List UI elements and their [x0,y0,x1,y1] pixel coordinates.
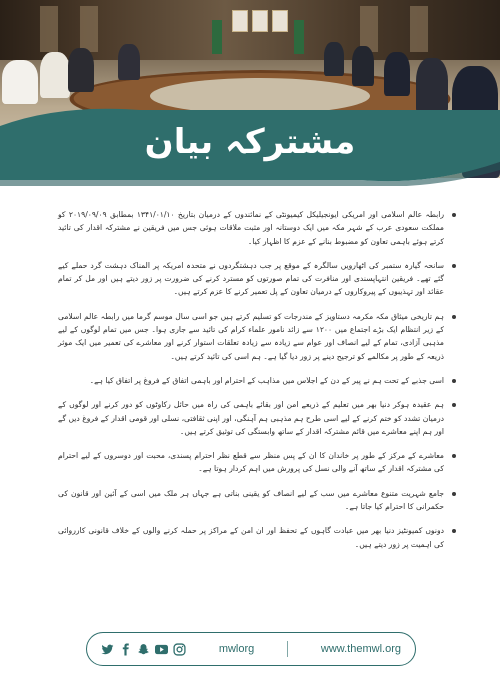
bullet-icon [452,264,456,268]
bullet-icon [452,529,456,533]
twitter-icon[interactable] [101,643,114,656]
statement-body [58,208,456,562]
statement-item [58,374,456,387]
statement-text: رابطہ عالم اسلامی اور امریکی ایونجیلیکل کیمیونٹی کے نمائندوں کے درمیان بتاریخ ۱۳۴۱/۰۱/۱۰ بمطابق ۲۰۱۹/۰۹/۰۹ کو مملکت سعودی عرب کے شہر مکہ میں ایک دوستانہ اور مثبت ملاقات ہوئی جس میں فریقین نے مشترکہ اقدار کی تائید کرتے ہوئے باہمی تعاون کو مضبوط بنانے کے عزم کا اظہار کیا۔ [58,210,445,246]
page-title: مشترکہ بیان [144,122,356,162]
bullet-icon [452,213,456,217]
website-link[interactable]: www.themwl.org [320,643,401,655]
facebook-icon[interactable] [119,643,132,656]
snapchat-icon[interactable] [137,643,150,656]
statement-text: جامع شہریت متنوع معاشرے میں سب کے لیے انصاف کو یقینی بناتی ہے جہاں ہر ملک میں اسی کے آئین اور قانون کی حکمرانی کا احترام کیا جاتا ہے۔ [58,488,444,512]
statement-item [58,524,456,551]
bullet-icon [452,315,456,319]
youtube-icon[interactable] [155,643,168,656]
social-handle[interactable]: mwlorg [218,643,255,655]
instagram-icon[interactable] [173,643,186,656]
bullet-icon [452,492,456,496]
social-icons [101,643,186,656]
statement-item [58,398,456,438]
statement-item [58,208,456,248]
footer-divider [287,641,288,657]
statement-item [58,449,456,476]
bullet-icon [452,379,456,383]
statement-text: دونوں کمیونٹیز دنیا بھر میں عبادت گاہوں کے تحفظ اور ان امن کے مراکز پر حملہ کرنے والوں کے خلاف قانونی کارروائی کی اہمیت پر زور دیتے ہیں۔ [58,526,444,549]
statement-text: ہم تاریخی میثاق مکہ مکرمہ دستاویز کے مندرجات کو تسلیم کرتے ہیں جو اسی سال موسم گرما میں رابطہ عالم اسلامی کے زیر انتظام ایک بڑے اجتماع میں ۱۲۰۰ سے زائد نامور علماء کرام کی تائید سے جاری ہوا۔ جس میں تمام لوگوں کے لیے مذہبی آزادی، تمام کے لیے انصاف اور عوام سے زیادہ سے زیادہ تعلقات استوار کرنے اور معاشرے کی تعمیر میں ایک موثر ذریعہ کے طور پر مکالمے کو ترجیح دینے پر زور دیا گیا ہے۔ ہم اسی کی تائید کرتے ہیں۔ [58,311,444,361]
statement-text: ہم عقیدہ ہوکر دنیا بھر میں تعلیم کے ذریعے امن اور بقائے باہمی کی راہ میں حائل رکاوٹوں کو دور کرنے اور لوگوں کے درمیان تشدد کو ختم کرنے کے لیے اسی طرح ہم مذہبی ہم آہنگی، اور اپنی ثقافتی، نسلی اور قومی اقدار کے فروغ دیں گے اور ہم اپنے معاشرے میں قائم مشترکہ اقدار کے ساتھ وابستگی کی توثیق کرتے ہیں۔ [58,400,444,436]
statement-text: معاشرے کے مرکز کے طور پر خاندان کا ان کے پس منظر سے قطع نظر احترام پسندی، محبت اور دوسروں کے لیے احترام کی مشترکہ اقدار کے ساتھ آنے والی نسل کی پرورش میں اہم کردار ہوتا ہے۔ [58,451,444,474]
statement-item [58,487,456,514]
statement-text: سانحہ گیارہ ستمبر کی اٹھارویں سالگرہ کے موقع پر جب دہشتگردوں نے متحدہ امریکہ پر المناک دہشت گرد حملے کیے گئے تھے۔ فریقین انتہاپسندی اور منافرت کی تمام صورتوں کو مسترد کرنے کی ضرورت پر زور دیتے ہیں اور مل کر تمام عقائد اور تہذیبوں کے پیروکاروں کے درمیان تعاون کے پل تعمیر کرنے کا عزم کرتے ہیں۔ [58,260,444,297]
bullet-icon [452,403,456,407]
statement-item [58,259,456,299]
bullet-icon [452,454,456,458]
statement-text: اسی جذبے کے تحت ہم نے پیر کے دن کے اجلاس میں مذاہب کے احترام اور باہمی اتفاق کے فروغ پر اتفاق کیا ہے۔ [89,375,444,385]
statement-item [58,310,456,363]
social-footer [86,632,416,666]
